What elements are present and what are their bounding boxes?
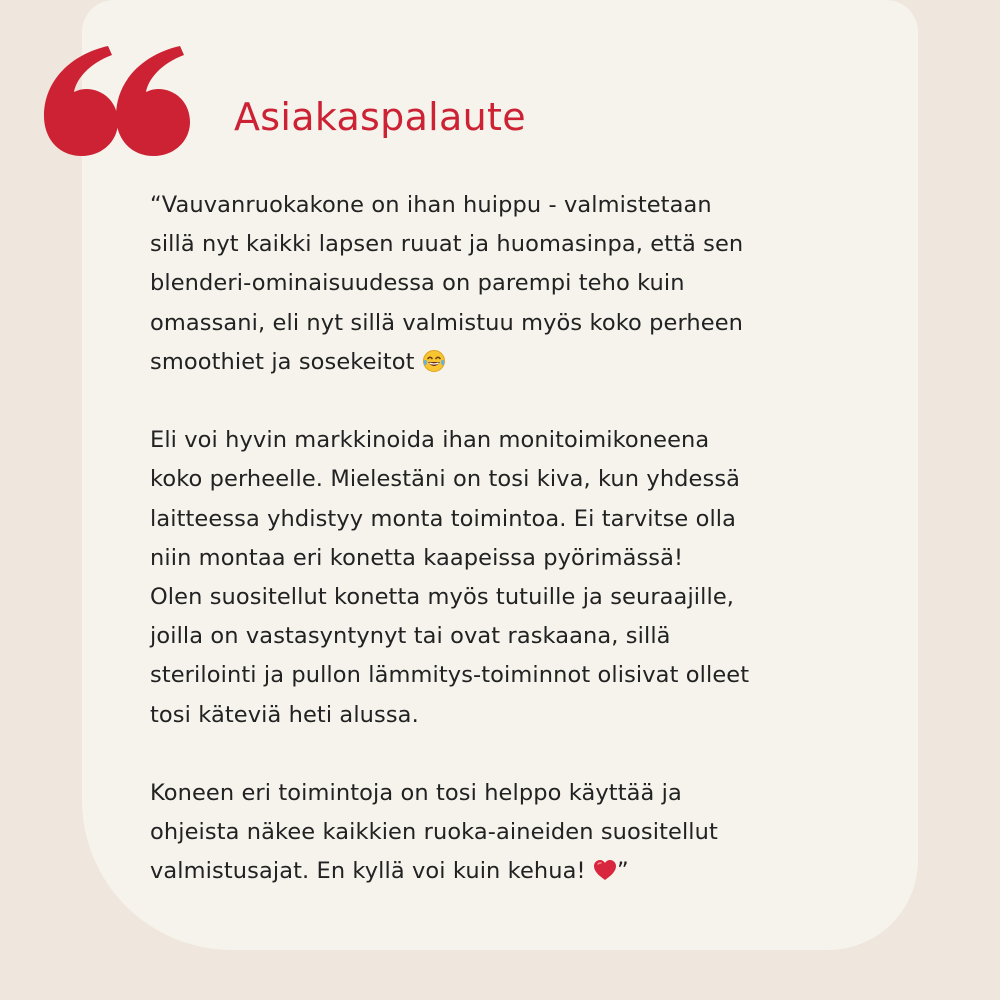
text-line: smoothiet ja sosekeitot bbox=[150, 348, 415, 375]
text-line: sillä nyt kaikki lapsen ruuat ja huomasinpa, että sen bbox=[150, 231, 744, 258]
page-title: Asiakaspalaute bbox=[234, 95, 526, 139]
text-line: Eli voi hyvin markkinoida ihan monitoimikoneena bbox=[150, 427, 710, 454]
red-heart-emoji-icon bbox=[593, 859, 617, 881]
laughing-tears-emoji-icon bbox=[422, 349, 446, 373]
testimonial-text bbox=[150, 186, 840, 892]
text-line: Olen suositellut konetta myös tutuille ja seuraajille, bbox=[150, 584, 735, 611]
text-line: koko perheelle. Mielestäni on tosi kiva, kun yhdessä bbox=[150, 466, 741, 493]
text-line: tosi käteviä heti alussa. bbox=[150, 701, 419, 728]
text-line: blenderi-ominaisuudessa on parempi teho kuin bbox=[150, 270, 685, 297]
text-line: Koneen eri toimintoja on tosi helppo käyttää ja bbox=[150, 780, 682, 807]
paragraph-1 bbox=[150, 186, 840, 382]
text-line: ohjeista näkee kaikkien ruoka-aineiden suositellut bbox=[150, 819, 718, 846]
opening-quote-icon bbox=[42, 44, 192, 156]
closing-quote: ” bbox=[616, 858, 629, 885]
text-line: “Vauvanruokakone on ihan huippu - valmistetaan bbox=[150, 192, 712, 218]
text-line: valmistusajat. En kyllä voi kuin kehua! bbox=[150, 858, 586, 885]
paragraph-2 bbox=[150, 421, 840, 735]
text-line: joilla on vastasyntynyt tai ovat raskaana, sillä bbox=[150, 623, 671, 650]
text-line: omassani, eli nyt sillä valmistuu myös koko perheen bbox=[150, 309, 744, 336]
text-line: sterilointi ja pullon lämmitys-toiminnot olisivat olleet bbox=[150, 662, 750, 689]
text-line: niin montaa eri konetta kaapeissa pyörimässä! bbox=[150, 544, 684, 571]
paragraph-3 bbox=[150, 774, 840, 892]
text-line: laitteessa yhdistyy monta toimintoa. Ei tarvitse olla bbox=[150, 505, 737, 532]
